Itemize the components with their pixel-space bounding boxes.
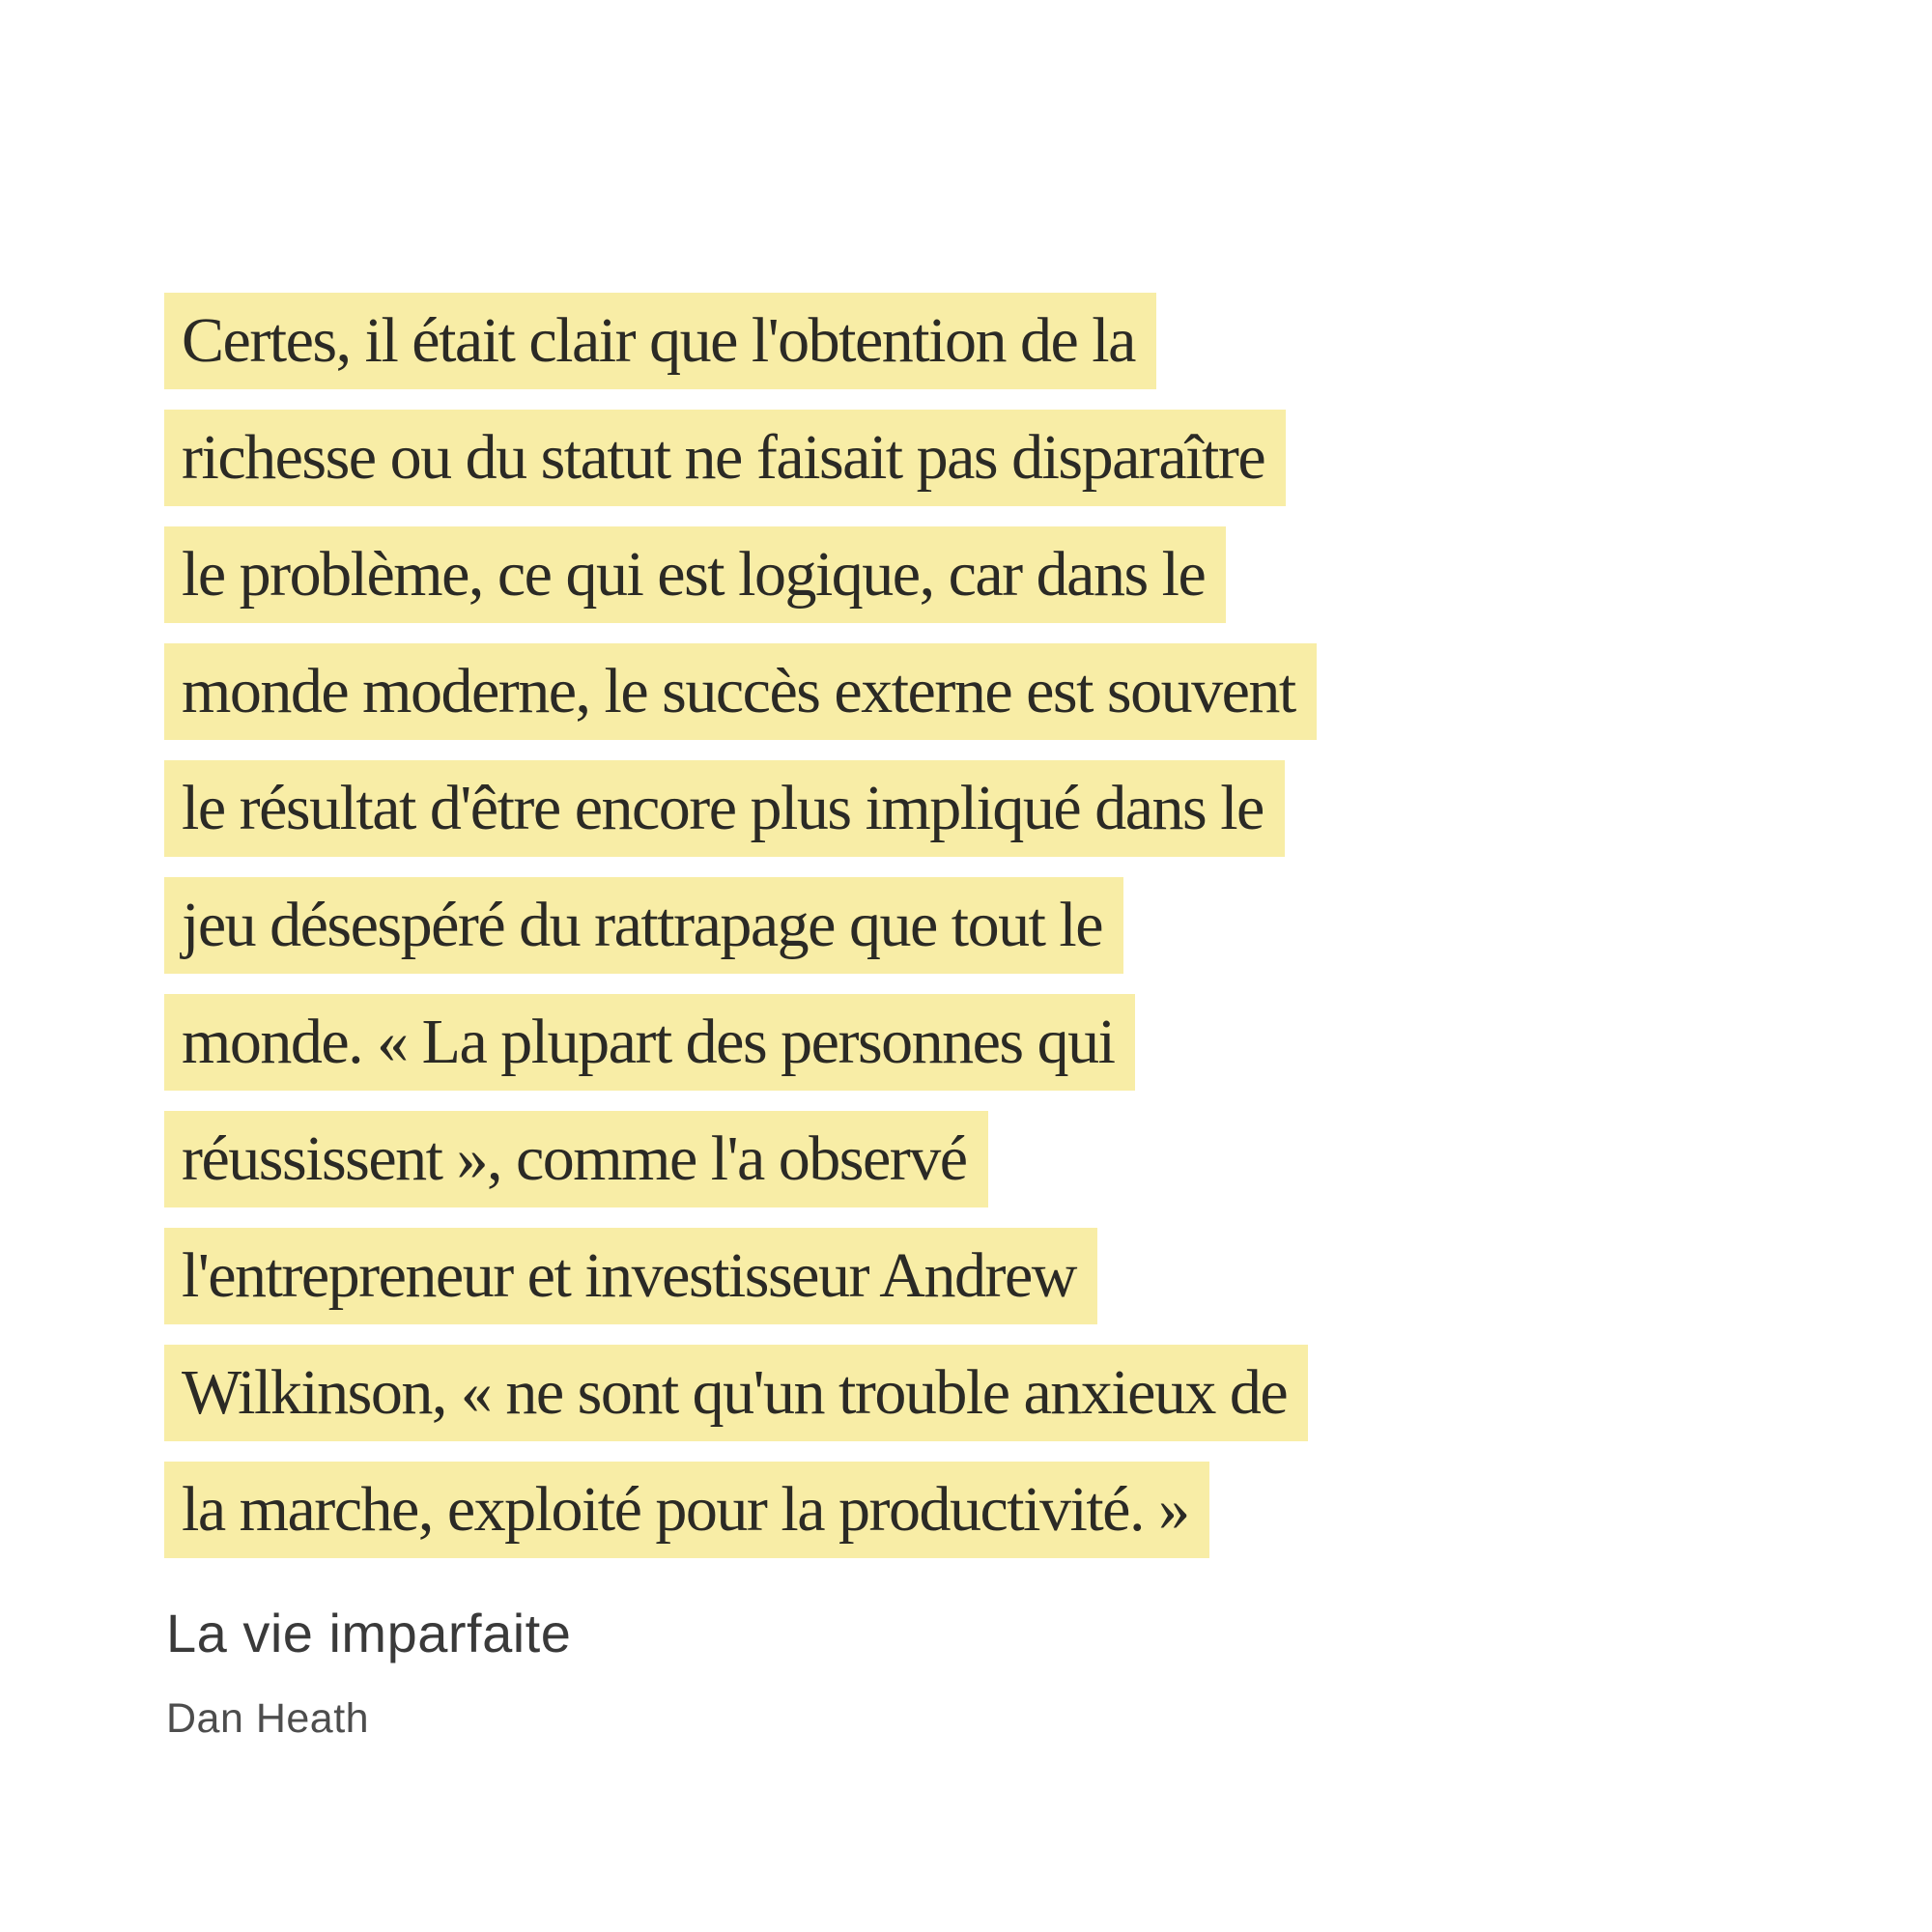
highlighted-text: richesse ou du statut ne faisait pas disparaître xyxy=(164,410,1286,506)
quote-line xyxy=(164,293,1758,389)
quote-line xyxy=(164,1345,1758,1441)
highlighted-text: Certes, il était clair que l'obtention de la xyxy=(164,293,1156,389)
highlighted-text: la marche, exploité pour la productivité. » xyxy=(164,1462,1209,1558)
highlighted-text: monde. « La plupart des personnes qui xyxy=(164,994,1135,1091)
highlighted-text: l'entrepreneur et investisseur Andrew xyxy=(164,1228,1097,1324)
highlighted-text: le résultat d'être encore plus impliqué dans le xyxy=(164,760,1285,857)
highlighted-text: réussissent », comme l'a observé xyxy=(164,1111,988,1208)
highlighted-quote xyxy=(164,293,1758,1578)
book-info xyxy=(166,1602,571,1743)
book-author: Dan Heath xyxy=(166,1695,370,1742)
highlighted-text: monde moderne, le succès externe est souvent xyxy=(164,643,1317,740)
quote-line xyxy=(164,1462,1758,1558)
quote-line xyxy=(164,643,1758,740)
quote-line xyxy=(164,1111,1758,1208)
quote-line xyxy=(164,760,1758,857)
quote-line xyxy=(164,526,1758,623)
quote-line xyxy=(164,994,1758,1091)
quote-line xyxy=(164,410,1758,506)
highlighted-text: Wilkinson, « ne sont qu'un trouble anxieux de xyxy=(164,1345,1308,1441)
quote-line xyxy=(164,877,1758,974)
quote-line xyxy=(164,1228,1758,1324)
book-title: La vie imparfaite xyxy=(166,1603,572,1663)
highlighted-text: le problème, ce qui est logique, car dans le xyxy=(164,526,1226,623)
highlighted-text: jeu désespéré du rattrapage que tout le xyxy=(164,877,1123,974)
